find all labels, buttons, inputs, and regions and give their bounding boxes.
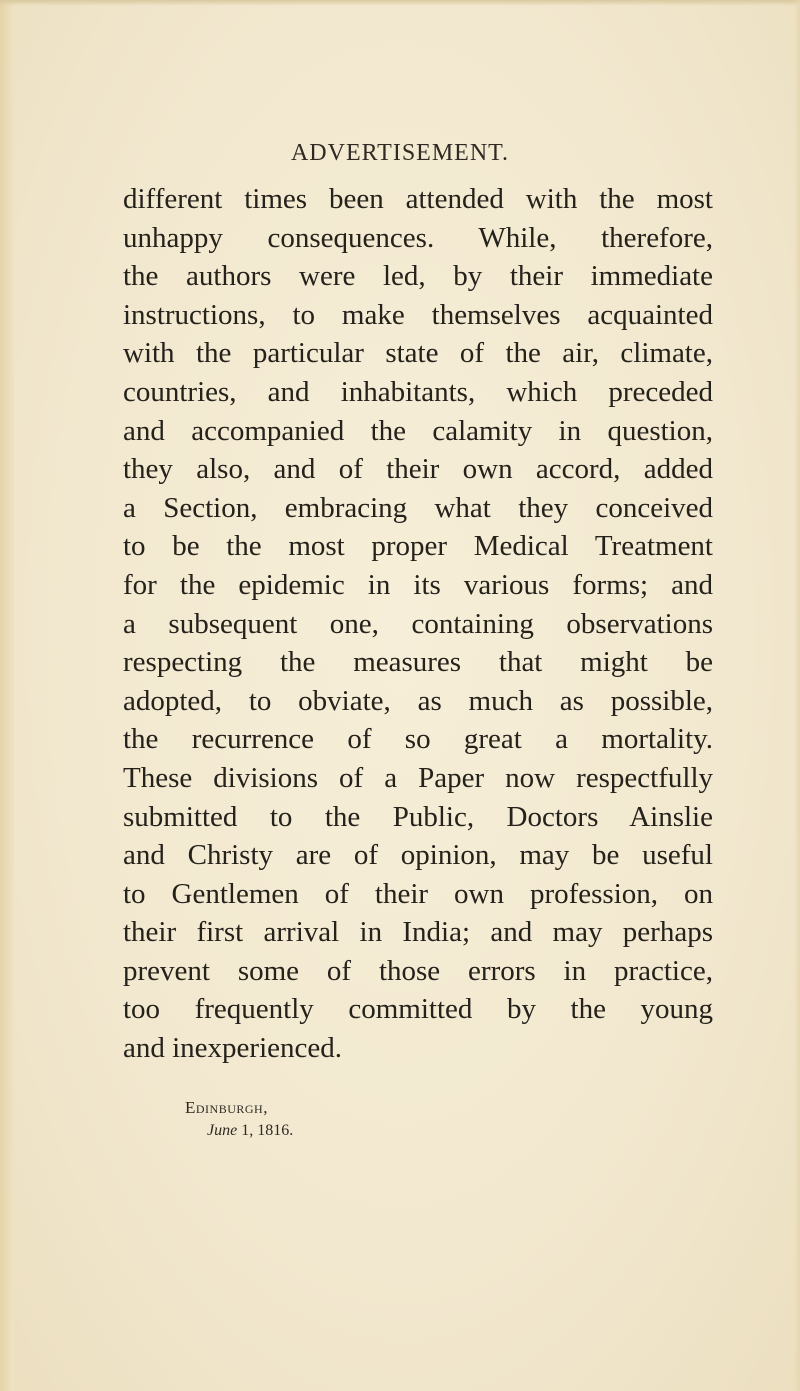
text-line: the recurrence of so great a mortality. — [123, 723, 713, 756]
signoff-date-month: June — [207, 1122, 238, 1139]
text-line: the authors were led, by their immediate — [123, 260, 713, 293]
text-line-last: and inexperienced. — [123, 1032, 343, 1065]
text-line: to be the most proper Medical Treatment — [123, 530, 713, 563]
text-line: unhappy consequences. While, therefore, — [123, 221, 713, 254]
text-line: instructions, to make themselves acquainted — [123, 298, 713, 331]
signoff-date-rest: 1, 1816. — [237, 1122, 294, 1139]
text-line: These divisions of a Paper now respectfully — [123, 761, 713, 794]
text-line: a Section, embracing what they conceived — [123, 491, 713, 524]
text-line: submitted to the Public, Doctors Ainslie — [123, 800, 713, 833]
text-line: respecting the measures that might be — [123, 646, 713, 679]
page-right-edge — [794, 0, 800, 1391]
signoff-place: Edinburgh, — [185, 1098, 268, 1117]
text-line: countries, and inhabitants, which preceded — [123, 375, 713, 408]
page-left-edge — [0, 0, 14, 1391]
text-line: too frequently committed by the young — [123, 993, 713, 1026]
body-paragraph — [123, 180, 713, 1068]
signoff-block — [185, 1098, 293, 1140]
text-line: different times been attended with the most — [123, 183, 713, 215]
running-header: ADVERTISEMENT. — [290, 140, 510, 166]
text-line: for the epidemic in its various forms; and — [123, 568, 713, 601]
text-line: they also, and of their own accord, added — [123, 453, 713, 486]
page-top-edge — [0, 0, 800, 6]
signoff-date — [207, 1122, 293, 1140]
text-line: and accompanied the calamity in question, — [123, 414, 713, 447]
text-line: and Christy are of opinion, may be useful — [123, 839, 713, 872]
text-line: with the particular state of the air, climate, — [123, 337, 713, 370]
text-line: their first arrival in India; and may perhaps — [123, 916, 713, 949]
text-line: a subsequent one, containing observations — [123, 607, 713, 640]
text-line: prevent some of those errors in practice, — [123, 954, 713, 987]
text-line: adopted, to obviate, as much as possible, — [123, 684, 713, 717]
text-line: to Gentlemen of their own profession, on — [123, 877, 713, 910]
